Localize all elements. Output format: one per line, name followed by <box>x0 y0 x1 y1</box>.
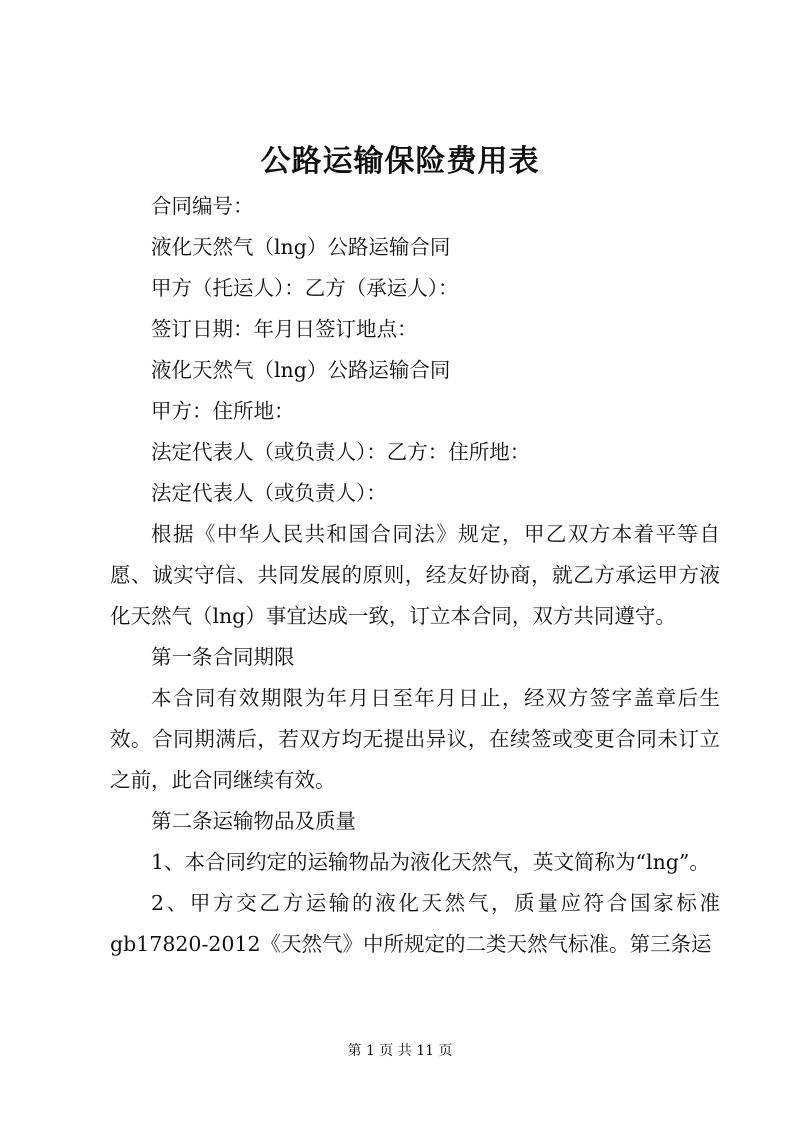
article2-item2: 2、甲方交乙方运输的液化天然气，质量应符合国家标准gb17820-2012《天然气》中所规定的二类天然气标准。第三条运 <box>110 891 720 956</box>
document-title: 公路运输保险费用表 <box>260 144 540 179</box>
legal-rep-line-b: 法定代表人（或负责人）： <box>151 481 387 505</box>
basis-paragraph: 根据《中华人民共和国合同法》规定，甲乙双方本着平等自愿、诚实守信、共同发展的原则，经友好协商，就乙方承运甲方液化天然气（lng）事宜达成一致，订立本合同，双方共同遵守。 <box>110 522 720 628</box>
party-a-address-line: 甲方：住所地： <box>151 399 295 423</box>
document-body <box>110 186 720 965</box>
article2-heading: 第二条运输物品及质量 <box>151 809 356 833</box>
article1-heading: 第一条合同期限 <box>151 645 295 669</box>
article1-paragraph: 本合同有效期限为年月日至年月日止，经双方签字盖章后生效。合同期满后，若双方均无提出异议，在续签或变更合同未订立之前，此合同继续有效。 <box>110 686 720 792</box>
article2-item1: 1、本合同约定的运输物品为液化天然气，英文简称为“lng”。 <box>151 850 710 874</box>
signing-date-line: 签订日期：年月日签订地点： <box>151 317 418 341</box>
page-footer: 第 1 页 共 11 页 <box>347 1043 453 1059</box>
legal-rep-line-a: 法定代表人（或负责人）：乙方：住所地： <box>151 440 531 464</box>
contract-name-line-2: 液化天然气（lng）公路运输合同 <box>151 358 451 382</box>
contract-number-line: 合同编号： <box>151 194 254 218</box>
contract-name-line: 液化天然气（lng）公路运输合同 <box>151 235 451 259</box>
parties-line: 甲方（托运人）：乙方（承运人）： <box>151 276 459 300</box>
